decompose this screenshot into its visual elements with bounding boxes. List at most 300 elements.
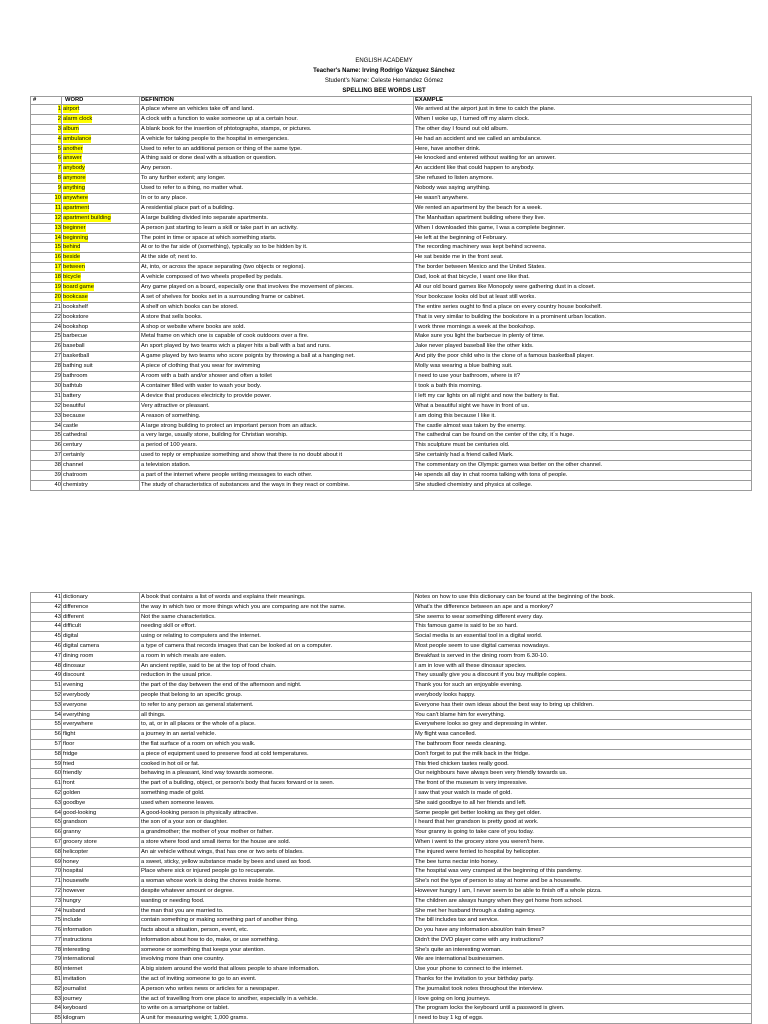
row-definition-cell	[140, 323, 414, 333]
row-example-cell	[414, 105, 752, 115]
row-example-cell	[414, 975, 752, 985]
row-word: barbecue	[63, 333, 88, 340]
row-number-cell	[31, 273, 62, 283]
row-word-cell	[62, 955, 140, 965]
row-word: however	[63, 887, 85, 894]
row-definition: using or relating to computers and the internet.	[141, 633, 261, 640]
row-number-cell	[31, 907, 62, 917]
row-number-cell	[31, 362, 62, 372]
row-number: 3	[57, 125, 61, 132]
row-word-cell	[62, 481, 140, 491]
table-row	[31, 760, 752, 770]
row-example: She met her husband through a dating agency.	[415, 907, 536, 914]
row-number: 42	[54, 603, 61, 610]
row-definition: the son of a your son or daughter.	[141, 819, 228, 826]
row-example: Thank you for such an enjoyable evening.	[415, 682, 523, 689]
table-row	[31, 352, 752, 362]
row-definition: the way in which two or more things which you are comparing are not the same.	[141, 603, 346, 610]
row-definition-cell	[140, 461, 414, 471]
row-word: different	[63, 613, 84, 620]
row-example: I heard that her grandson is pretty good at work.	[415, 819, 539, 826]
row-definition: Place where sick or injured people go to recuperate.	[141, 868, 275, 875]
row-number-cell	[31, 799, 62, 809]
row-definition-cell	[140, 838, 414, 848]
row-example-cell	[414, 422, 752, 432]
row-number: 22	[54, 313, 61, 320]
row-example-cell	[414, 995, 752, 1005]
row-word-cell	[62, 431, 140, 441]
row-word: journey	[63, 995, 83, 1002]
row-example: And pity the poor child who is the clone of a famous basketball player.	[415, 353, 594, 360]
row-number: 56	[54, 731, 61, 738]
row-number-cell	[31, 431, 62, 441]
row-definition-cell	[140, 422, 414, 432]
row-definition-cell	[140, 105, 414, 115]
row-example: everybody looks happy.	[415, 691, 476, 698]
row-number: 68	[54, 848, 61, 855]
row-number-cell	[31, 946, 62, 956]
row-definition-cell	[140, 115, 414, 125]
row-word: anywhere	[63, 195, 89, 202]
row-definition-cell	[140, 253, 414, 263]
row-definition: An air vehicle without wings, that has one or two sets of blades.	[141, 848, 304, 855]
row-number-cell	[31, 412, 62, 422]
row-word: dictionary	[63, 594, 88, 600]
row-number-cell	[31, 481, 62, 491]
row-definition-cell	[140, 293, 414, 303]
row-definition: A thing said or done deal with a situation or question.	[141, 155, 277, 162]
table-row	[31, 303, 752, 313]
row-example-cell	[414, 867, 752, 877]
row-example-cell	[414, 253, 752, 263]
row-number-cell	[31, 662, 62, 672]
row-definition: despite whatever amount or degree.	[141, 887, 234, 894]
row-example-cell	[414, 593, 752, 603]
table-row	[31, 323, 752, 333]
row-word: international	[63, 956, 95, 963]
row-example: He spends all day in chat rooms talking with tons of people.	[415, 471, 568, 478]
row-number: 15	[54, 244, 61, 251]
row-number-cell	[31, 422, 62, 432]
row-number-cell	[31, 204, 62, 214]
table-row	[31, 877, 752, 887]
row-word: basketball	[63, 353, 90, 360]
row-example-cell	[414, 273, 752, 283]
row-definition: all things.	[141, 711, 166, 718]
row-definition-cell	[140, 671, 414, 681]
row-example-cell	[414, 204, 752, 214]
row-number: 44	[54, 623, 61, 630]
row-word: everybody	[63, 691, 90, 698]
row-number: 28	[54, 363, 61, 370]
row-example-cell	[414, 184, 752, 194]
row-definition: the act of inviting someone to go to an event.	[141, 976, 257, 983]
row-number-cell	[31, 955, 62, 965]
row-word-cell	[62, 234, 140, 244]
row-example: I need to buy 1 kg of eggs.	[415, 1015, 484, 1022]
table-row	[31, 779, 752, 789]
row-definition: needing skill or effort.	[141, 623, 196, 630]
row-example: I saw that your watch is made of gold.	[415, 789, 512, 796]
row-example: Didn't the DVD player come with any instructions?	[415, 936, 544, 943]
row-number-cell	[31, 916, 62, 926]
row-example-cell	[414, 750, 752, 760]
row-number-cell	[31, 965, 62, 975]
row-word-cell	[62, 946, 140, 956]
table-row	[31, 125, 752, 135]
row-definition-cell	[140, 214, 414, 224]
table-row	[31, 730, 752, 740]
row-example-cell	[414, 799, 752, 809]
row-definition: a woman whose work is doing the chores inside home.	[141, 878, 282, 885]
table-row	[31, 907, 752, 917]
row-word: discount	[63, 672, 85, 679]
row-word: bookcase	[63, 293, 88, 300]
table-row	[31, 174, 752, 184]
row-definition: An ancient reptile, said to be at the top of food chain.	[141, 662, 277, 669]
row-definition-cell	[140, 946, 414, 956]
row-word-cell	[62, 115, 140, 125]
row-word-cell	[62, 603, 140, 613]
row-word: fridge	[63, 750, 78, 757]
row-word-cell	[62, 451, 140, 461]
row-definition-cell	[140, 431, 414, 441]
row-number-cell	[31, 613, 62, 623]
table-row	[31, 965, 752, 975]
row-example-cell	[414, 701, 752, 711]
row-example: She seems to wear something different every day.	[415, 613, 544, 620]
row-word: chatroom	[63, 471, 88, 478]
row-example-cell	[414, 323, 752, 333]
row-number-cell	[31, 681, 62, 691]
row-example: Breakfast is served in the dining room from 6.30-10.	[415, 652, 549, 659]
table-row	[31, 613, 752, 623]
row-definition: A place where an vehicles take off and land.	[141, 106, 255, 112]
row-word: front	[63, 780, 75, 787]
row-example-cell	[414, 243, 752, 253]
row-example-cell	[414, 818, 752, 828]
row-definition: the act of travelling from one place to another, especially in a vehicle.	[141, 995, 318, 1002]
row-number-cell	[31, 1014, 62, 1024]
row-example: When I downloaded this game, I was a complete beginner.	[415, 224, 566, 231]
row-definition: a very large, usually stone, building for Christian worship.	[141, 432, 288, 439]
row-definition-cell	[140, 858, 414, 868]
table-row	[31, 701, 752, 711]
row-word-cell	[62, 313, 140, 323]
row-example: What's the difference between an ape and a monkey?	[415, 603, 554, 610]
row-definition-cell	[140, 632, 414, 642]
row-example: Everyone has their own ideas about the best way to bring up children.	[415, 701, 594, 708]
row-word-cell	[62, 362, 140, 372]
row-word: fried	[63, 760, 75, 767]
words-table-1	[30, 96, 752, 491]
row-word: keyboard	[63, 1005, 87, 1012]
row-definition: a television station.	[141, 462, 191, 469]
table-row	[31, 214, 752, 224]
row-number: 39	[54, 471, 61, 478]
row-word-cell	[62, 243, 140, 253]
row-example: Jake never played baseball like the other kids.	[415, 343, 534, 350]
row-word-cell	[62, 323, 140, 333]
row-number: 76	[54, 927, 61, 934]
row-definition-cell	[140, 412, 414, 422]
row-definition-cell	[140, 691, 414, 701]
row-number: 80	[54, 966, 61, 973]
row-word: flight	[63, 731, 76, 738]
row-example: He left at the beginning of February.	[415, 234, 508, 241]
row-word-cell	[62, 412, 140, 422]
row-definition: A vehicle for taking people to the hospital in emergencies.	[141, 135, 289, 142]
row-definition: a sweet, sticky, yellow substance made by bees and used as food.	[141, 858, 312, 865]
row-word-cell	[62, 711, 140, 721]
row-word-cell	[62, 441, 140, 451]
row-definition: A shelf on which books can be stored.	[141, 303, 239, 310]
row-word: certainly	[63, 452, 85, 459]
row-number: 82	[54, 985, 61, 992]
row-word: anybody	[63, 165, 85, 172]
table-row	[31, 184, 752, 194]
row-example: He wasn't anywhere.	[415, 195, 469, 202]
row-example-cell	[414, 135, 752, 145]
row-example: The children are always hungry when they get home from school.	[415, 897, 583, 904]
row-number: 37	[54, 452, 61, 459]
row-example: Do you have any information about/on train times?	[415, 927, 545, 934]
row-definition-cell	[140, 711, 414, 721]
row-example: She's not the type of person to stay at home and be a housewife.	[415, 878, 582, 885]
row-word: good-looking	[63, 809, 97, 816]
row-example-cell	[414, 858, 752, 868]
table-row	[31, 622, 752, 632]
table-row	[31, 799, 752, 809]
row-word-cell	[62, 926, 140, 936]
row-word: difficult	[63, 623, 81, 630]
row-example: Some people get better looking as they get older.	[415, 809, 542, 816]
row-number: 35	[54, 432, 61, 439]
table-row	[31, 283, 752, 293]
row-word-cell	[62, 897, 140, 907]
row-number-cell	[31, 848, 62, 858]
row-word: digital camera	[63, 642, 100, 649]
row-example: The cathedral can be found on the center of the city, it´s huge.	[415, 432, 575, 439]
table-row	[31, 750, 752, 760]
row-number-cell	[31, 105, 62, 115]
row-definition-cell	[140, 936, 414, 946]
row-example: The journalist took notes throughout the interview.	[415, 985, 543, 992]
row-example-cell	[414, 154, 752, 164]
row-word-cell	[62, 916, 140, 926]
row-definition: A store that sells books.	[141, 313, 203, 320]
row-definition-cell	[140, 441, 414, 451]
row-example-cell	[414, 283, 752, 293]
row-word-cell	[62, 858, 140, 868]
row-number-cell	[31, 243, 62, 253]
row-number-cell	[31, 818, 62, 828]
row-definition-cell	[140, 145, 414, 155]
row-number: 51	[54, 682, 61, 689]
row-example-cell	[414, 234, 752, 244]
student-name: Student's Name: Celeste Hernandez Gómez	[324, 78, 444, 84]
row-word: everything	[63, 711, 90, 718]
row-definition: Used to refer to a thing, no matter what.	[141, 185, 244, 192]
row-example: The border between Mexico and the United States.	[415, 264, 546, 271]
table-row	[31, 342, 752, 352]
row-definition-cell	[140, 789, 414, 799]
row-number-cell	[31, 115, 62, 125]
row-word-cell	[62, 730, 140, 740]
row-definition: a part of the internet where people writing messages to each other.	[141, 471, 313, 478]
row-number-cell	[31, 372, 62, 382]
row-definition: the man that you are married to.	[141, 907, 224, 914]
row-number: 25	[54, 333, 61, 340]
row-word-cell	[62, 303, 140, 313]
row-word: husband	[63, 907, 86, 914]
row-word: behind	[63, 244, 81, 251]
table-row	[31, 164, 752, 174]
row-number-cell	[31, 691, 62, 701]
row-definition: to, at, or in all places or the whole of a place.	[141, 721, 256, 728]
row-word-cell	[62, 461, 140, 471]
table-row	[31, 293, 752, 303]
row-number-cell	[31, 461, 62, 471]
row-word: digital	[63, 633, 79, 640]
table-row	[31, 887, 752, 897]
table-row	[31, 926, 752, 936]
table-row	[31, 431, 752, 441]
row-number: 67	[54, 838, 61, 845]
row-definition-cell	[140, 955, 414, 965]
row-number: 75	[54, 917, 61, 924]
row-number: 10	[54, 195, 61, 202]
row-definition: A device that produces electricity to provide power.	[141, 392, 272, 399]
row-definition-cell	[140, 603, 414, 613]
row-number-cell	[31, 740, 62, 750]
row-number: 32	[54, 402, 61, 409]
row-example: The injured were ferried to hospital by helicopter.	[415, 848, 541, 855]
row-number: 54	[54, 711, 61, 718]
row-example-cell	[414, 174, 752, 184]
row-number-cell	[31, 313, 62, 323]
row-word: anymore	[63, 175, 86, 182]
row-word-cell	[62, 848, 140, 858]
row-definition: A big sistem around the world that allows people to share information.	[141, 966, 320, 973]
row-definition-cell	[140, 372, 414, 382]
row-word-cell	[62, 273, 140, 283]
row-example-cell	[414, 125, 752, 135]
list-title: SPELLING BEE WORDS LIST	[342, 88, 426, 94]
row-definition: reduction in the usual price.	[141, 672, 212, 679]
row-example-cell	[414, 711, 752, 721]
row-number: 12	[54, 214, 61, 221]
row-word-cell	[62, 332, 140, 342]
row-word-cell	[62, 985, 140, 995]
row-number-cell	[31, 451, 62, 461]
row-example-cell	[414, 412, 752, 422]
row-example: You can't blame him for everything.	[415, 711, 506, 718]
row-definition-cell	[140, 652, 414, 662]
row-word: bookshelf	[63, 303, 88, 310]
row-definition-cell	[140, 818, 414, 828]
table-row	[31, 848, 752, 858]
row-number-cell	[31, 224, 62, 234]
row-definition: Any person.	[141, 165, 172, 172]
row-definition: The point in time or space at which something starts.	[141, 234, 277, 241]
row-number-cell	[31, 720, 62, 730]
row-definition: A large strong building to protect an important person from an attack.	[141, 422, 318, 429]
row-example: I love going on long journeys.	[415, 995, 491, 1002]
row-example: We rented an apartment by the beach for a week.	[415, 204, 543, 211]
table-row	[31, 273, 752, 283]
row-number-cell	[31, 887, 62, 897]
row-example: He knocked and entered without waiting for an answer.	[415, 155, 556, 162]
row-example: The bathroom floor needs cleaning.	[415, 740, 507, 747]
row-word-cell	[62, 622, 140, 632]
table-row	[31, 372, 752, 382]
row-number: 4	[57, 135, 61, 142]
row-number-cell	[31, 234, 62, 244]
row-definition: used to reply or emphasize something and show that there is no doubt about it	[141, 452, 343, 459]
row-example: I took a bath this morning.	[415, 382, 482, 389]
row-number: 83	[54, 995, 61, 1002]
row-definition-cell	[140, 135, 414, 145]
academy-name: ENGLISH ACADEMY	[355, 58, 413, 64]
row-number-cell	[31, 332, 62, 342]
row-example: I work three mornings a week at the bookshop.	[415, 323, 536, 330]
row-example: What a beautiful sight we have in front of us.	[415, 402, 530, 409]
row-example: She said goodbye to all her friends and left.	[415, 799, 527, 806]
row-definition-cell	[140, 740, 414, 750]
row-example-cell	[414, 382, 752, 392]
row-definition: A clock with a function to wake someone up at a certain hour.	[141, 115, 298, 122]
row-word: airport	[63, 106, 80, 112]
row-example-cell	[414, 740, 752, 750]
row-number: 49	[54, 672, 61, 679]
row-number: 60	[54, 770, 61, 777]
row-number-cell	[31, 154, 62, 164]
row-definition: a journey in an aerial vehicle.	[141, 731, 217, 738]
row-definition-cell	[140, 799, 414, 809]
row-definition-cell	[140, 313, 414, 323]
row-word: interesting	[63, 946, 90, 953]
row-number-cell	[31, 293, 62, 303]
table-row	[31, 332, 752, 342]
row-definition-cell	[140, 263, 414, 273]
row-word: bookstore	[63, 313, 89, 320]
row-number: 41	[54, 594, 61, 600]
row-example: The entire series ought to find a place on every country house bookshelf.	[415, 303, 602, 310]
row-word-cell	[62, 838, 140, 848]
row-number: 29	[54, 373, 61, 380]
row-word-cell	[62, 105, 140, 115]
row-definition-cell	[140, 769, 414, 779]
row-number: 19	[54, 284, 61, 291]
table-row	[31, 740, 752, 750]
row-word-cell	[62, 642, 140, 652]
row-number: 9	[57, 185, 61, 192]
row-example: However hungry I am, I never seem to be able to finish off a whole pizza.	[415, 887, 602, 894]
row-definition: wanting or needing food.	[141, 897, 205, 904]
row-number: 64	[54, 809, 61, 816]
row-definition-cell	[140, 273, 414, 283]
table-row	[31, 481, 752, 491]
row-example: This sculpture must be centuries old.	[415, 442, 510, 449]
row-number: 24	[54, 323, 61, 330]
table-row	[31, 224, 752, 234]
row-number: 85	[54, 1015, 61, 1022]
row-word-cell	[62, 867, 140, 877]
column-header-word	[62, 97, 140, 105]
teacher-name: Teacher's Name: Irving Rodrigo Vázquez Sánchez	[313, 68, 455, 74]
row-definition: people that belong to an specific group.	[141, 691, 243, 698]
